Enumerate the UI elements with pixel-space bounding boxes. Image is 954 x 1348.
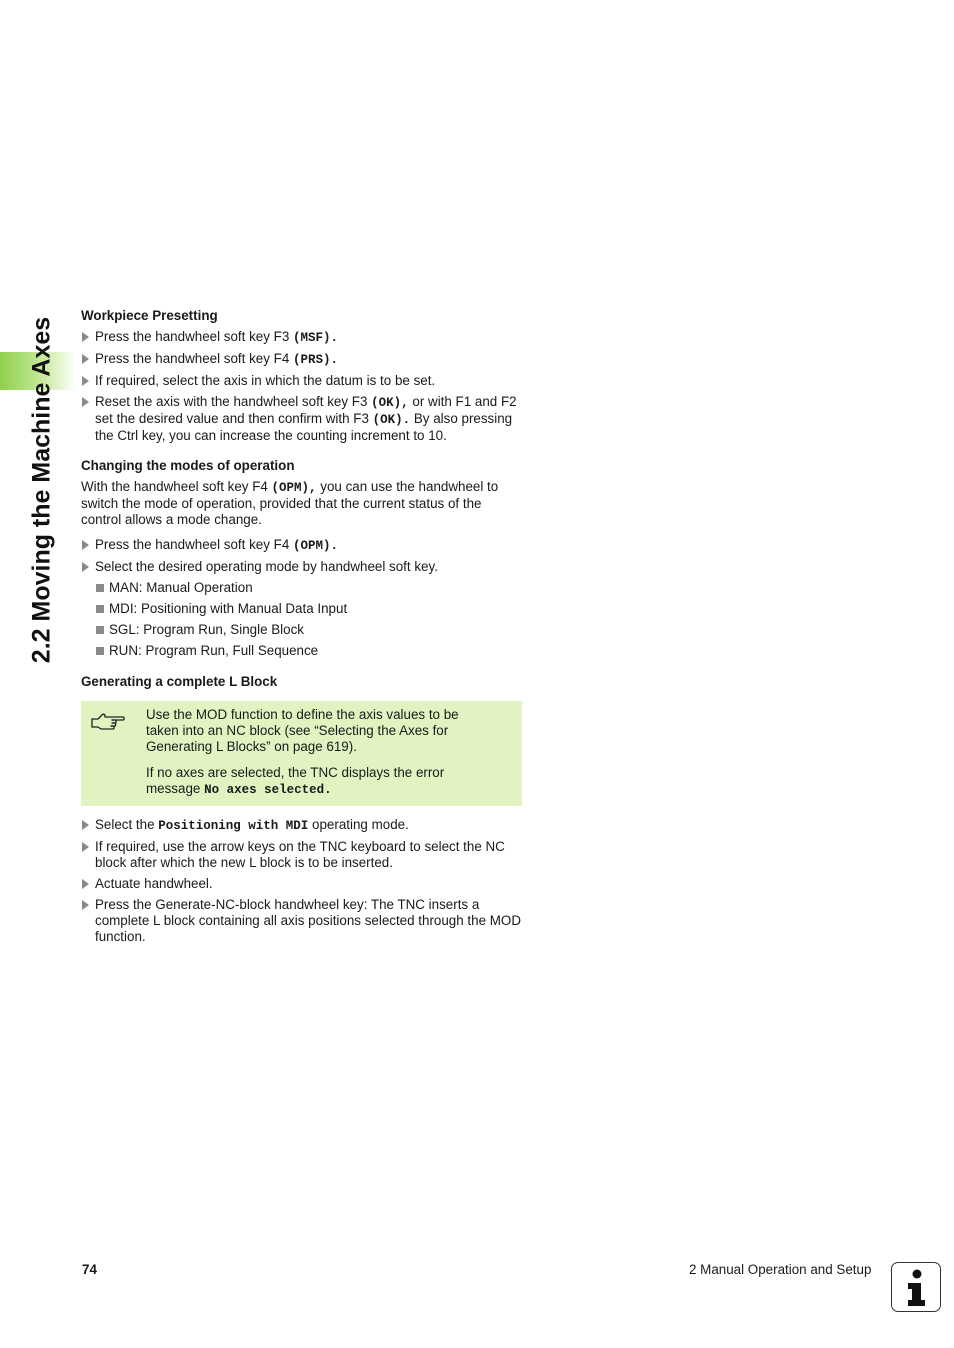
list-item: Press the handwheel soft key F4 (PRS). [81,351,522,368]
chapter-title: 2 Manual Operation and Setup [689,1262,872,1277]
list-item: Press the handwheel soft key F3 (MSF). [81,329,522,346]
error-message-code: No axes selected. [204,783,332,797]
softkey-code: (OPM). [293,539,339,553]
softkey-code: (PRS). [293,353,339,367]
modes-intro: With the handwheel soft key F4 (OPM), you can use the handwheel to switch the mode of operation, provided that the current status of the control allows a mode change. [81,479,499,527]
list-item: Select the Positioning with MDI operating mode. [81,817,522,834]
mode-option-sgl: SGL: Program Run, Single Block [81,622,522,638]
note-text-error: If no axes are selected, the TNC displays the error message No axes selected. [146,765,445,797]
list-item: Reset the axis with the handwheel soft key F3 (OK), or with F1 and F2 set the desired value and then confirm with F3 (OK). By also pressing the Ctrl key, you can increase the counting increment to 10. [81,394,522,444]
softkey-code: (MSF). [293,331,339,345]
info-icon [891,1262,941,1312]
list-item: Select the desired operating mode by handwheel soft key. [81,559,522,575]
list-item: Press the Generate-NC-block handwheel key: The TNC inserts a complete L block containing all axis positions selected through the MOD function. [81,897,522,945]
mode-option-man: MAN: Manual Operation [81,580,522,596]
heading-workpiece-presetting: Workpiece Presetting [81,308,218,323]
note-text: Use the MOD function to define the axis values to be taken into an NC block (see “Selecting the Axes for Generating L Blocks” on page 619). [146,707,459,754]
section-title: 2.2 Moving the Machine Axes [27,316,56,664]
list-item: If required, select the axis in which the datum is to be set. [81,373,522,389]
step-list [81,817,522,945]
page-number: 74 [82,1262,97,1277]
softkey-code: (OPM), [271,481,317,495]
note-box [81,701,522,806]
step-list [81,329,522,444]
page-content [81,308,522,945]
softkey-code: (OK), [371,396,409,410]
mode-option-run: RUN: Program Run, Full Sequence [81,643,522,659]
heading-l-block: Generating a complete L Block [81,674,278,689]
pointing-hand-icon [90,710,126,738]
step-list [81,537,522,659]
list-item: If required, use the arrow keys on the TNC keyboard to select the NC block after which the new L block is to be inserted. [81,839,522,871]
mode-option-mdi: MDI: Positioning with Manual Data Input [81,601,522,617]
list-item: Actuate handwheel. [81,876,522,892]
list-item: Press the handwheel soft key F4 (OPM). [81,537,522,554]
mode-name-code: Positioning with MDI [158,819,309,833]
softkey-code: (OK). [372,413,411,427]
heading-changing-modes: Changing the modes of operation [81,458,295,473]
